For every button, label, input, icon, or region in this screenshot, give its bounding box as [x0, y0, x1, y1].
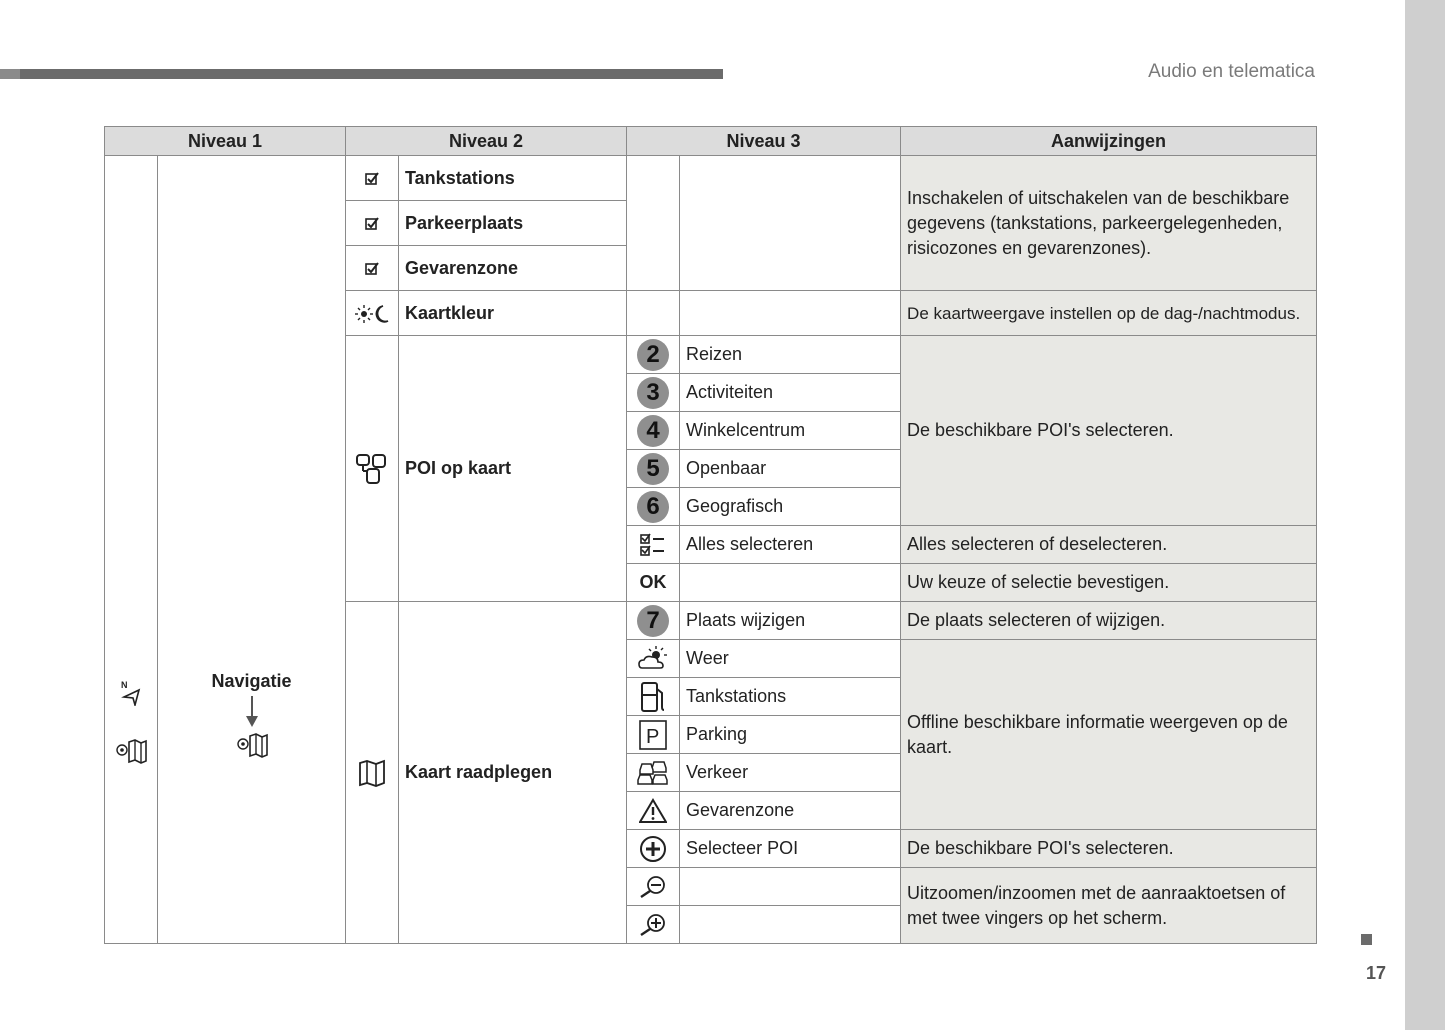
- level3-empty: [680, 564, 901, 602]
- map-icon: [358, 759, 386, 787]
- level3-empty: [680, 868, 901, 906]
- north-arrow-icon: [120, 680, 142, 706]
- checkbox-parkeerplaats[interactable]: [346, 201, 399, 246]
- level3-reizen[interactable]: Reizen: [680, 336, 901, 374]
- page-sidebar-strip: [1405, 0, 1445, 1030]
- select-all-button[interactable]: [627, 526, 680, 564]
- poi-on-map-button[interactable]: [346, 336, 399, 602]
- badge-2: 2: [627, 336, 680, 374]
- fuel-button[interactable]: [627, 678, 680, 716]
- traffic-icon: [637, 760, 669, 786]
- note-poi-select-2: De beschikbare POI's selecteren.: [901, 830, 1317, 868]
- level1-icons: [105, 156, 158, 944]
- checkbox-gevarenzone[interactable]: [346, 246, 399, 291]
- page-number: 17: [1366, 963, 1387, 983]
- header-niveau-3: Niveau 3: [627, 127, 901, 156]
- note-location: De plaats selecteren of wijzigen.: [901, 602, 1317, 640]
- level3-empty: [680, 291, 901, 336]
- header-rule: [0, 69, 723, 79]
- badge-7: 7: [627, 602, 680, 640]
- level3-empty: [680, 906, 901, 944]
- level1-navigation: [158, 156, 346, 944]
- checkbox-tankstations[interactable]: [346, 156, 399, 201]
- svg-text:P: P: [646, 725, 660, 748]
- select-poi-button[interactable]: [627, 830, 680, 868]
- level3-empty: [680, 156, 901, 291]
- level3-winkelcentrum[interactable]: Winkelcentrum: [680, 412, 901, 450]
- map-settings-icon: [115, 738, 147, 764]
- badge-4: 4: [627, 412, 680, 450]
- level2-poi: POI op kaart: [399, 336, 627, 602]
- level3-plaats-wijzigen[interactable]: Plaats wijzigen: [680, 602, 901, 640]
- header-aanwijzingen: Aanwijzingen: [901, 127, 1317, 156]
- badge-6: 6: [627, 488, 680, 526]
- menu-table: [104, 126, 1317, 944]
- map-settings-icon: [236, 732, 268, 758]
- header-niveau-1: Niveau 1: [105, 127, 346, 156]
- checkbox-icon: [365, 217, 379, 231]
- header-niveau-2: Niveau 2: [346, 127, 627, 156]
- traffic-button[interactable]: [627, 754, 680, 792]
- level2-kaartkleur: Kaartkleur: [399, 291, 627, 336]
- level2-gevarenzone: Gevarenzone: [399, 246, 627, 291]
- weather-icon: [638, 646, 668, 672]
- checkbox-icon: [365, 172, 379, 186]
- note-poi-select: De beschikbare POI's selecteren.: [901, 336, 1317, 526]
- checkbox-icon: [365, 262, 379, 276]
- danger-zone-button[interactable]: [627, 792, 680, 830]
- level2-parkeerplaats: Parkeerplaats: [399, 201, 627, 246]
- parking-button[interactable]: [627, 716, 680, 754]
- parking-icon: [639, 720, 667, 750]
- level3-tankstations[interactable]: Tankstations: [680, 678, 901, 716]
- weather-button[interactable]: [627, 640, 680, 678]
- level2-kaart-raadplegen: Kaart raadplegen: [399, 602, 627, 944]
- note-day-night: De kaartweergave instellen op de dag-/nachtmodus.: [901, 291, 1317, 336]
- page-marker: [1361, 934, 1372, 945]
- note-select-all: Alles selecteren of deselecteren.: [901, 526, 1317, 564]
- note-confirm: Uw keuze of selectie bevestigen.: [901, 564, 1317, 602]
- poi-icon: [355, 453, 389, 485]
- map-color-button[interactable]: [346, 291, 399, 336]
- level3-weer[interactable]: Weer: [680, 640, 901, 678]
- svg-text:N: N: [121, 680, 128, 690]
- level3-verkeer[interactable]: Verkeer: [680, 754, 901, 792]
- day-night-icon: [355, 304, 389, 324]
- level3-alles-selecteren[interactable]: Alles selecteren: [680, 526, 901, 564]
- level3-empty: [627, 156, 680, 291]
- ok-button[interactable]: OK: [627, 564, 680, 602]
- badge-5: 5: [627, 450, 680, 488]
- note-data-toggle: Inschakelen of uitschakelen van de beschikbare gegevens (tankstations, parkeergelegenheden, risicozones en gevarenzones).: [901, 156, 1317, 291]
- header-rule-end: [0, 69, 20, 79]
- level3-gevarenzone[interactable]: Gevarenzone: [680, 792, 901, 830]
- level3-activiteiten[interactable]: Activiteiten: [680, 374, 901, 412]
- zoom-in-button[interactable]: [627, 906, 680, 944]
- checklist-icon: [640, 533, 666, 557]
- consult-map-button[interactable]: [346, 602, 399, 944]
- warning-icon: [639, 798, 667, 824]
- plus-circle-icon: [639, 835, 667, 863]
- level2-tankstations: Tankstations: [399, 156, 627, 201]
- level3-selecteer-poi[interactable]: Selecteer POI: [680, 830, 901, 868]
- down-arrow-icon: [245, 696, 259, 728]
- level3-openbaar[interactable]: Openbaar: [680, 450, 901, 488]
- zoom-out-icon: [639, 875, 667, 899]
- note-offline-info: Offline beschikbare informatie weergeven op de kaart.: [901, 640, 1317, 830]
- zoom-in-icon: [639, 913, 667, 937]
- badge-3: 3: [627, 374, 680, 412]
- navigation-label: Navigatie: [211, 671, 292, 691]
- level3-empty: [627, 291, 680, 336]
- level3-parking[interactable]: Parking: [680, 716, 901, 754]
- zoom-out-button[interactable]: [627, 868, 680, 906]
- note-zoom: Uitzoomen/inzoomen met de aanraaktoetsen of met twee vingers op het scherm.: [901, 868, 1317, 944]
- level3-geografisch[interactable]: Geografisch: [680, 488, 901, 526]
- fuel-pump-icon: [640, 681, 666, 713]
- header-title: Audio en telematica: [1148, 61, 1315, 82]
